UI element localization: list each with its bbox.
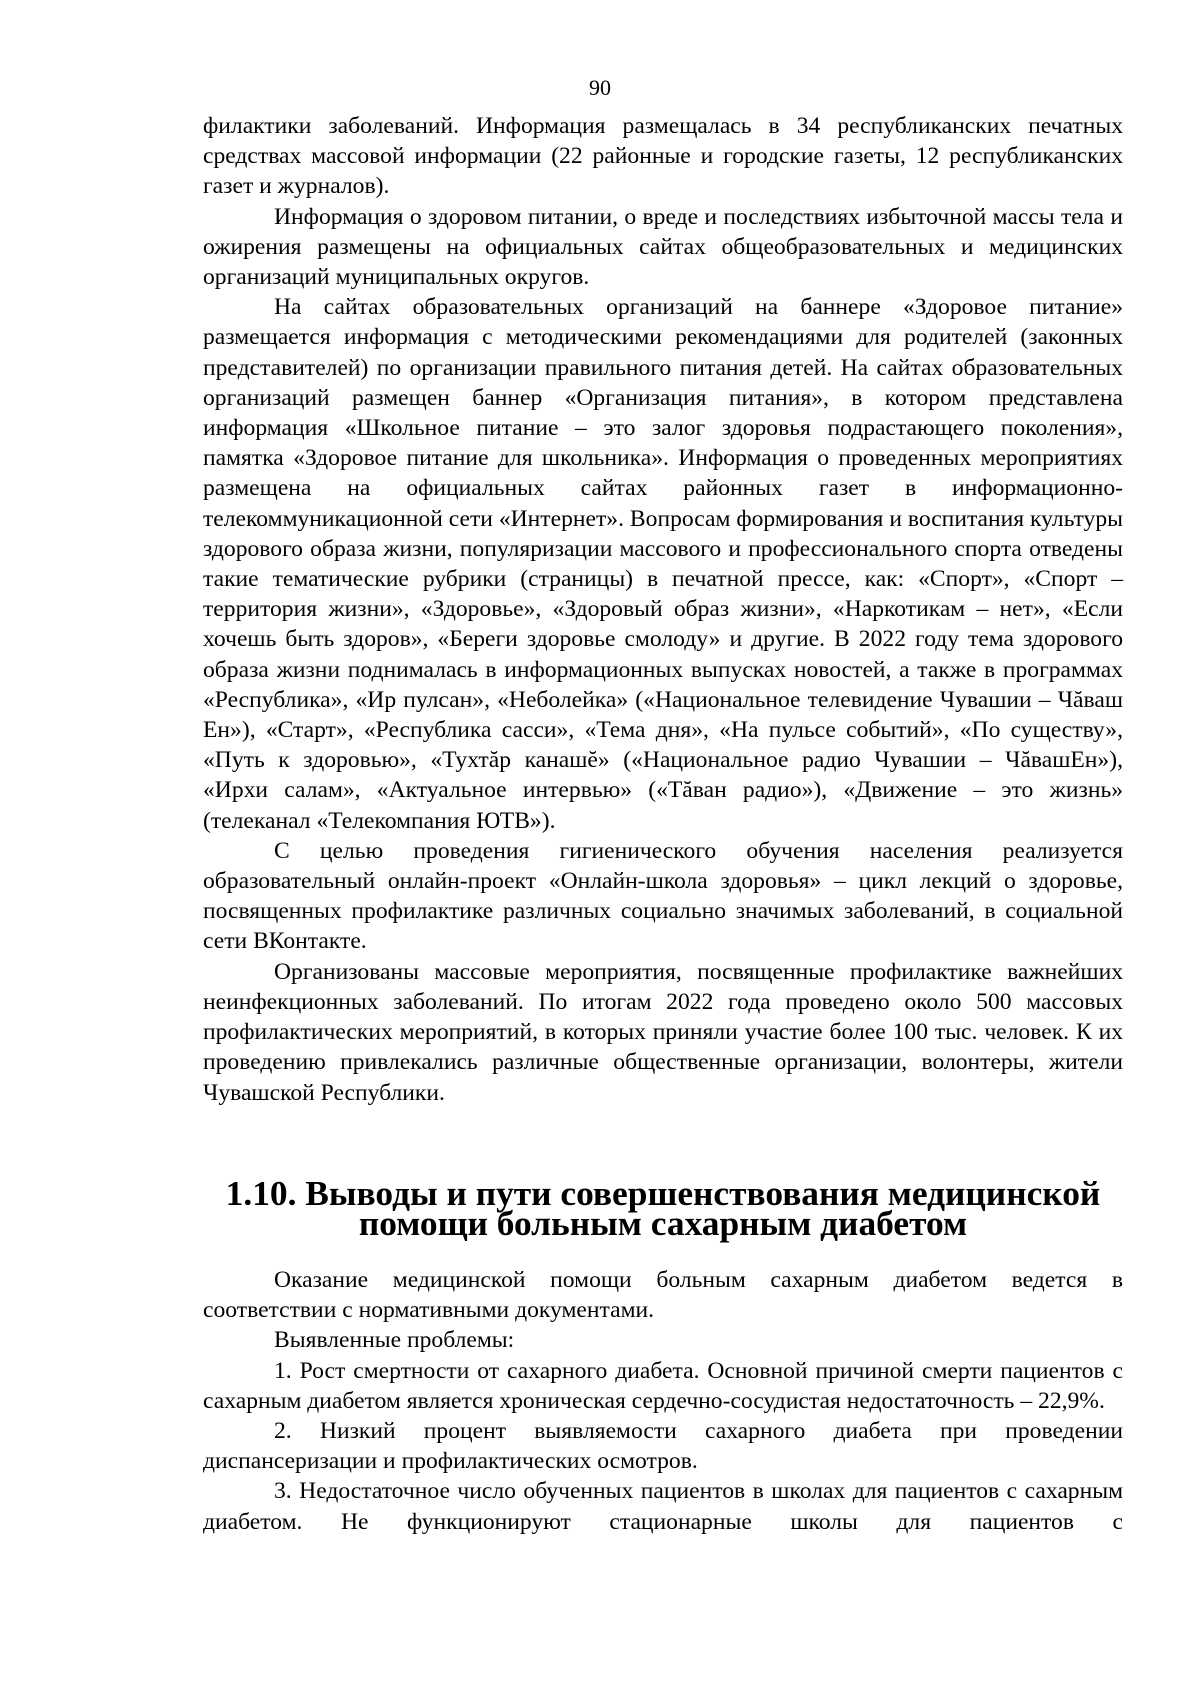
body-text-bottom [203,1265,1123,1537]
paragraph: филактики заболеваний. Информация размещалась в 34 республиканских печатных средствах массовой информации (22 районные и городские газеты, 12 республиканских газет и журналов). [203,113,1123,200]
paragraph: На сайтах образовательных организаций на баннере «Здоровое питание» размещается информация с методическими рекомендациями для родителей (законных представителей) по организации правильного питания детей. На сайтах образовательных организаций размещен баннер «Организация питания», в котором представлена информация «Школьное питание – это залог здоровья подрастающего поколения», памятка «Здоровое питание для школьника». Информация о проведенных мероприятиях размещена на официальных сайтах районных газет в информационно-телекоммуникационной сети «Интернет». Вопросам формирования и воспитания культуры здорового образа жизни, популяризации массового и профессионального спорта отведены такие тематические рубрики (страницы) в печатной прессе, как: «Спорт», «Спорт – территория жизни», «Здоровье», «Здоровый образ жизни», «Наркотикам – нет», «Если хочешь быть здоров», «Береги здоровье смолоду» и другие. В 2022 году тема здорового образа жизни поднималась в информационных выпусках новостей, а также в программах «Республика», «Ир пулсан», «Неболейка» («Национальное телевидение Чувашии – Чăваш Ен»), «Старт», «Республика сасси», «Тема дня», «На пульсе событий», «По существу», «Путь к здоровью», «Тухтăр канашĕ» («Национальное радио Чувашии – ЧăвашЕн»), «Ирхи салам», «Актуальное интервью» («Тăван радио»), «Движение – это жизнь» (телеканал «Телекомпания ЮТВ»). [203,294,1123,834]
list-item: 3. Недостаточное число обученных пациентов в школах для пациентов с сахарным диабетом. Не функционируют стационарные школы для пациентов с [203,1478,1123,1535]
list-item: 2. Низкий процент выявляемости сахарного диабета при проведении диспансеризации и профилактических осмотров. [203,1418,1123,1475]
paragraph: Информация о здоровом питании, о вреде и последствиях избыточной массы тела и ожирения размещены на официальных сайтах общеобразовательных и медицинских организаций муниципальных округов. [203,203,1123,291]
body-text-top [203,111,1123,1108]
paragraph: Организованы массовые мероприятия, посвященные профилактике важнейших неинфекционных заболеваний. По итогам 2022 года проведено около 500 массовых профилактических мероприятий, в которых приняли участие более 100 тыс. человек. К их проведению привлекались различные общественные организации, волонтеры, жители Чувашской Республики. [203,958,1123,1106]
page-number: 90 [589,75,611,100]
section-heading-line-1: 1.10. Выводы и пути совершенствования медицинской [225,1173,1101,1213]
section-heading-line-2: помощи больным сахарным диабетом [358,1203,968,1243]
paragraph: Оказание медицинской помощи больным сахарным диабетом ведется в соответствии с нормативными документами. [203,1267,1123,1324]
paragraph: Выявленные проблемы: [274,1327,515,1354]
paragraph: С целью проведения гигиенического обучения населения реализуется образовательный онлайн-проект «Онлайн-школа здоровья» – цикл лекций о здоровье, посвященных профилактике различных социально значимых заболеваний, в социальной сети ВКонтакте. [203,837,1123,955]
list-item: 1. Рост смертности от сахарного диабета. Основной причиной смерти пациентов с сахарным диабетом является хроническая сердечно-сосудистая недостаточность – 22,9%. [203,1357,1123,1414]
